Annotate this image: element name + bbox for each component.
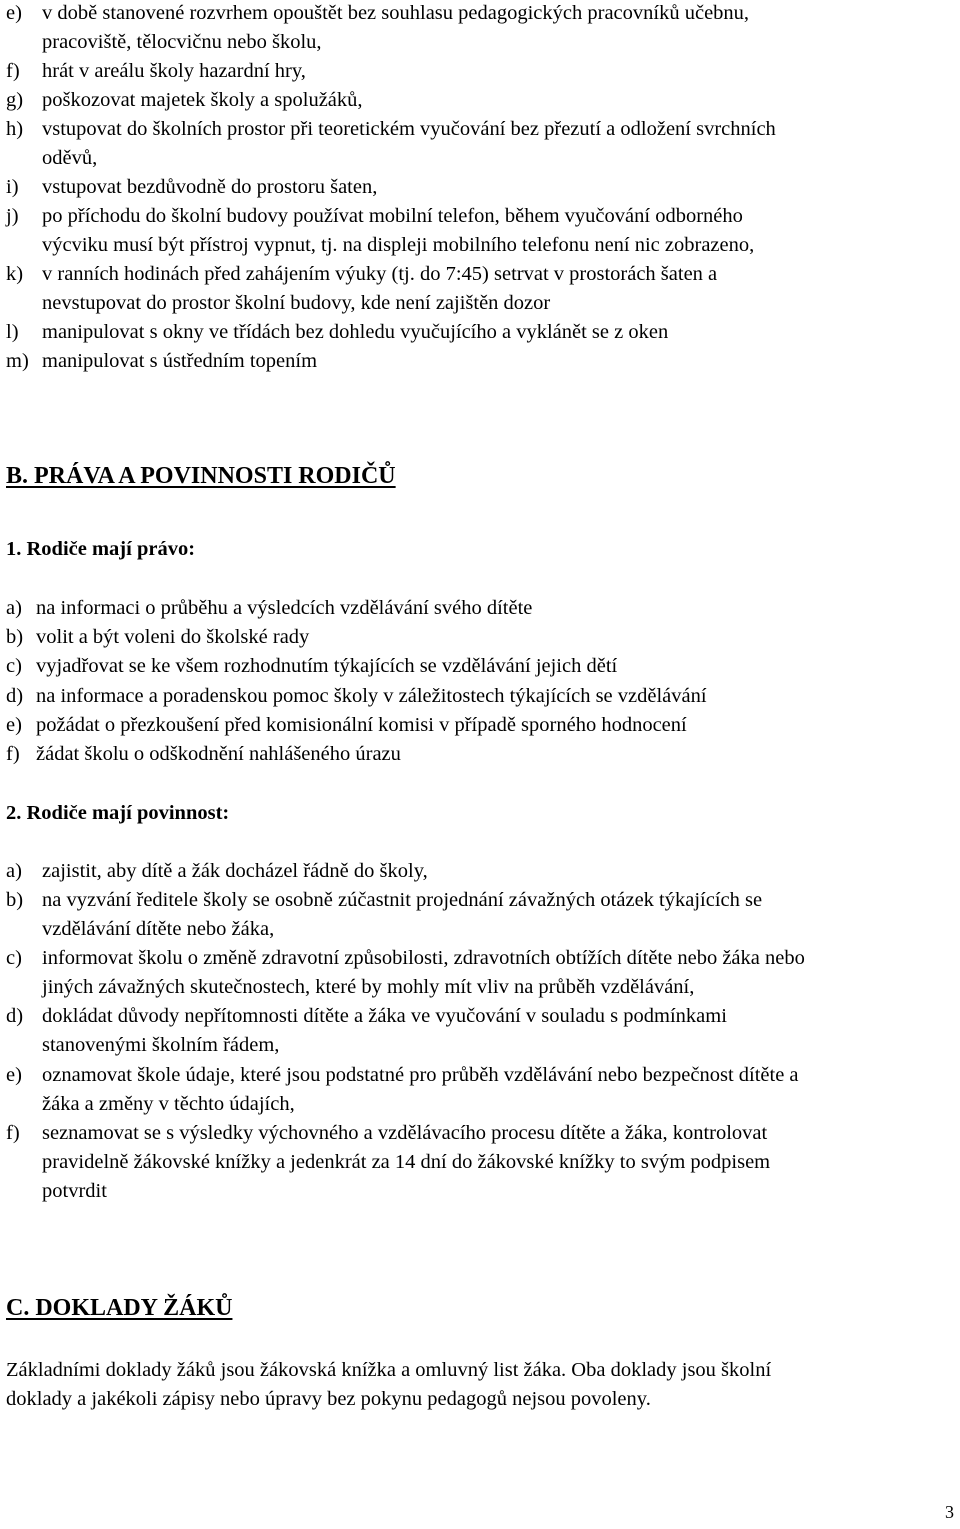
section-c-heading: C. DOKLADY ŽÁKŮ bbox=[6, 1295, 233, 1321]
duties-heading: 2. Rodiče mají povinnost: bbox=[6, 802, 230, 824]
rights-heading: 1. Rodiče mají právo: bbox=[6, 538, 196, 560]
section-b-heading: B. PRÁVA A POVINNOSTI RODIČŮ bbox=[6, 463, 396, 489]
page-number: 3 bbox=[945, 1502, 954, 1522]
section-c-paragraph-line: doklady a jakékoli zápisy nebo úpravy bez pokynu pedagogů nejsou povoleny. bbox=[6, 1388, 651, 1410]
section-c-paragraph-line: Základními doklady žáků jsou žákovská knížka a omluvný list žáka. Oba doklady jsou školní bbox=[6, 1359, 772, 1381]
